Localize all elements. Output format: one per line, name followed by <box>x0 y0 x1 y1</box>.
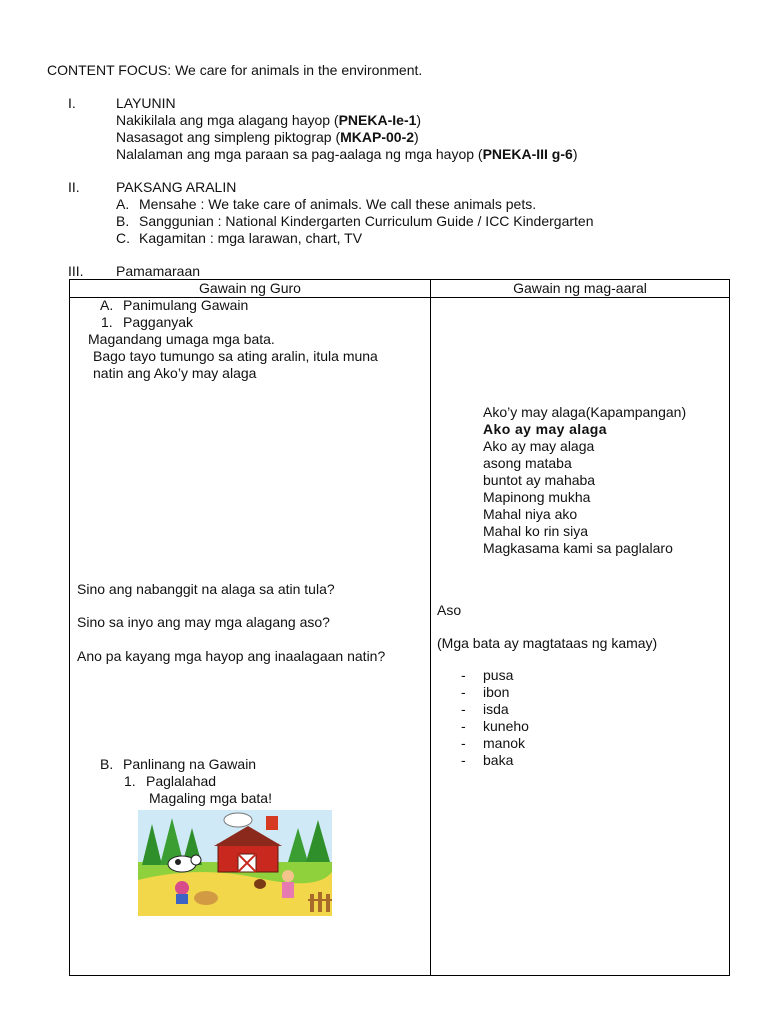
animal-item: manok <box>483 735 526 751</box>
animal-item: isda <box>483 701 509 717</box>
poem-line: asong mataba <box>483 455 572 471</box>
column-divider <box>430 280 431 975</box>
item-b-text: Sanggunian : National Kindergarten Curriculum Guide / ICC Kindergarten <box>139 213 594 229</box>
activity-a-letter: A. <box>100 297 114 313</box>
section-two-number: II. <box>68 179 80 195</box>
poem-line: Mapinong mukha <box>483 489 591 505</box>
list-dash: - <box>461 684 466 700</box>
poem-line: Ako ay may alaga <box>483 438 595 454</box>
objective-3: Nalalaman ang mga paraan sa pag-aalaga ng mga hayop (PNEKA-III g-6) <box>116 146 578 162</box>
greeting: Magandang umaga mga bata. <box>88 331 275 347</box>
animal-item: ibon <box>483 684 510 700</box>
objective-2: Nasasagot ang simpleng piktograp (MKAP-00-2) <box>116 129 419 145</box>
animal-item: kuneho <box>483 718 529 734</box>
activity-b-title: Panlinang na Gawain <box>123 756 257 772</box>
poem-line: buntot ay mahaba <box>483 472 596 488</box>
intro-line-2: natin ang Ako’y may alaga <box>93 365 257 381</box>
poem-line: Magkasama kami sa paglalaro <box>483 540 673 556</box>
poem-line: Mahal niya ako <box>483 506 578 522</box>
item-b-letter: B. <box>116 213 130 229</box>
objective-1: Nakikilala ang mga alagang hayop (PNEKA-Ie-1) <box>116 112 422 128</box>
question-1: Sino ang nabanggit na alaga sa atin tula? <box>77 581 335 597</box>
farm-illustration <box>138 810 332 916</box>
activity-b1-number: 1. <box>124 773 136 789</box>
activity-b-letter: B. <box>100 756 114 772</box>
item-a-text: Mensahe : We take care of animals. We call these animals pets. <box>139 196 537 212</box>
list-dash: - <box>461 718 466 734</box>
praise-text: Magaling mga bata! <box>149 790 272 806</box>
content-focus: CONTENT FOCUS: We care for animals in the environment. <box>47 62 423 78</box>
intro-line-1: Bago tayo tumungo sa ating aralin, itula muna <box>93 348 378 364</box>
list-dash: - <box>461 735 466 751</box>
activity-b1-title: Paglalahad <box>146 773 217 789</box>
activity-a1-number: 1. <box>101 314 113 330</box>
poem-bold-line: Ako ay may alaga <box>483 421 607 437</box>
answer-aso: Aso <box>437 602 462 618</box>
question-3: Ano pa kayang mga hayop ang inaalagaan natin? <box>77 648 386 664</box>
header-teacher: Gawain ng Guro <box>199 280 301 296</box>
list-dash: - <box>461 667 466 683</box>
header-student: Gawain ng mag-aaral <box>513 280 647 296</box>
activity-a-title: Panimulang Gawain <box>123 297 249 313</box>
animal-item: baka <box>483 752 514 768</box>
poem-title: Ako’y may alaga(Kapampangan) <box>483 404 687 420</box>
answer-raise-hands: (Mga bata ay magtataas ng kamay) <box>437 635 658 651</box>
section-three-number: III. <box>68 263 84 279</box>
section-three-title: Pamamaraan <box>116 263 201 279</box>
section-one-number: I. <box>68 95 76 111</box>
activity-a1-title: Pagganyak <box>123 314 194 330</box>
question-2: Sino sa inyo ang may mga alagang aso? <box>77 614 330 630</box>
item-c-letter: C. <box>116 230 130 246</box>
list-dash: - <box>461 701 466 717</box>
animal-item: pusa <box>483 667 514 683</box>
item-c-text: Kagamitan : mga larawan, chart, TV <box>139 230 363 246</box>
poem-line: Mahal ko rin siya <box>483 523 589 539</box>
item-a-letter: A. <box>116 196 130 212</box>
section-one-title: LAYUNIN <box>116 95 176 111</box>
section-two-title: PAKSANG ARALIN <box>116 179 237 195</box>
list-dash: - <box>461 752 466 768</box>
